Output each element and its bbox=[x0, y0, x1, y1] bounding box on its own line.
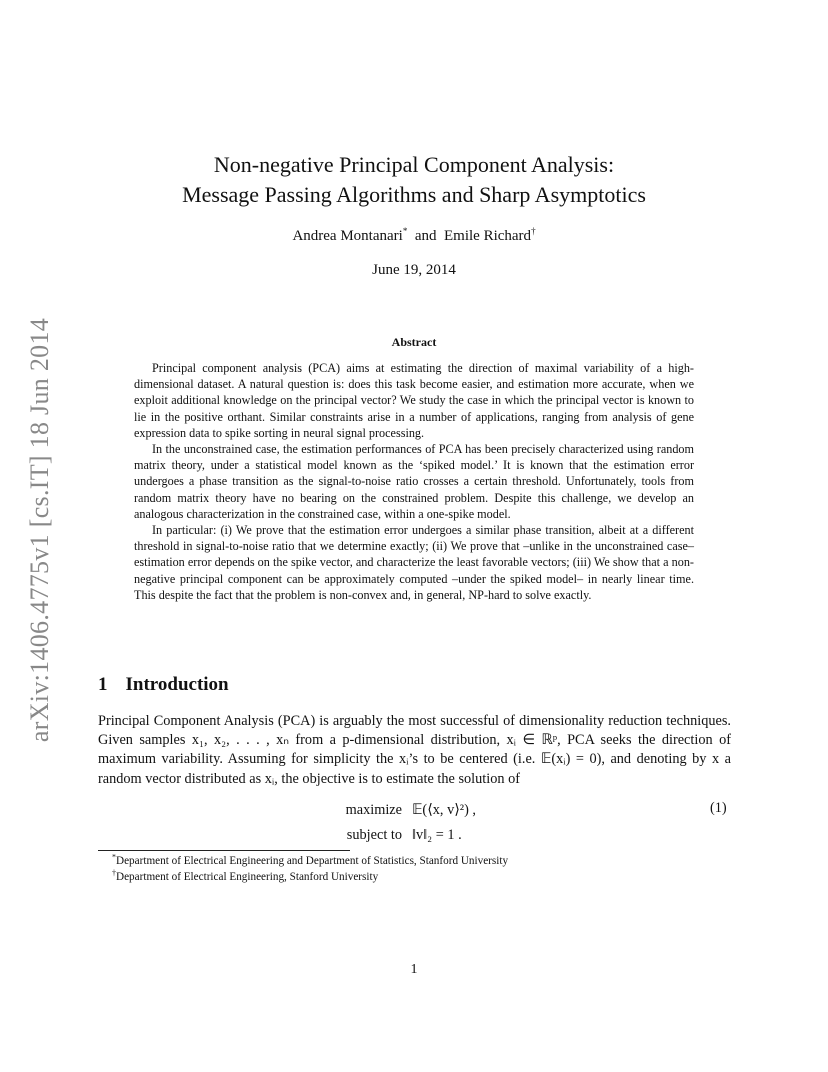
equation-number: (1) bbox=[710, 800, 727, 816]
footnote-rule bbox=[98, 850, 350, 851]
equation-constraint: ‖v‖₂ = 1 . bbox=[412, 827, 462, 843]
author-2-mark: † bbox=[531, 226, 536, 236]
paper-date: June 19, 2014 bbox=[372, 262, 456, 278]
equation-maximize-label: maximize bbox=[345, 802, 402, 818]
abstract-body bbox=[134, 360, 694, 603]
title-line-2: Message Passing Algorithms and Sharp Asymptotics bbox=[182, 182, 646, 207]
abstract-paragraph-3: In particular: (i) We prove that the estimation error undergoes a similar phase transition, albeit at a different threshold in signal-to-noise ratio that we determine exactly; (ii) We prove that –unlike in the unconstrained case– estimation error depends on the spike vector, and characterize the least favorable vectors; (iii) We show that a non-negative principal component can be approximately computed –under the spiked model– in nearly linear time. This despite the fact that the problem is non-convex and, in general, NP-hard to solve exactly. bbox=[134, 523, 694, 602]
author-1-mark: * bbox=[402, 226, 408, 236]
intro-paragraph: Principal Component Analysis (PCA) is arguably the most successful of dimensionality reduction techniques. Given samples x₁, x₂, . . . , xₙ from a p-dimensional distribution, xᵢ ∈ ℝᵖ, PCA seeks the direction of maximum variability. Assuming for simplicity the xᵢ’s to be centered (i.e. 𝔼(xᵢ) = 0), and denoting by x a random vector distributed as xᵢ, the objective is to estimate the solution of bbox=[98, 713, 731, 787]
section-heading bbox=[98, 674, 229, 696]
footnote-2-text: Department of Electrical Engineering, Stanford University bbox=[116, 871, 379, 883]
footnote-1-text: Department of Electrical Engineering and Department of Statistics, Stanford University bbox=[116, 855, 509, 867]
abstract-heading: Abstract bbox=[391, 335, 437, 349]
author-conjunction: and bbox=[414, 228, 437, 244]
author-1: Andrea Montanari bbox=[292, 228, 403, 244]
footnote-1 bbox=[112, 853, 508, 869]
equation-subject-to-label: subject to bbox=[346, 827, 402, 843]
page-number: 1 bbox=[410, 962, 418, 977]
paper-title bbox=[0, 150, 828, 210]
abstract-paragraph-1: Principal component analysis (PCA) aims at estimating the direction of maximal variability of a high-dimensional dataset. A natural question is: does this task become easier, and estimation more accurate, when we exploit additional knowledge on the principal vector? We study the case in which the principal vector is known to lie in the positive orthant. Similar constraints arise in a number of applications, ranging from analysis of gene expression data to spike sorting in neural signal processing. bbox=[134, 361, 694, 440]
title-line-1: Non-negative Principal Component Analysis: bbox=[213, 152, 615, 177]
footnote-1-mark: * bbox=[112, 852, 116, 862]
abstract-paragraph-2: In the unconstrained case, the estimation performances of PCA has been precisely characterized using random matrix theory, under a statistical model known as the ‘spiked model.’ It is known that the estimation error undergoes a phase transition as the signal-to-noise ratio crosses a certain threshold. Unfortunately, tools from random matrix theory have no bearing on the constrained problem. Despite this challenge, we develop an analogous characterization in the constrained case, within a one-spike model. bbox=[134, 442, 694, 521]
footnote-2 bbox=[112, 869, 508, 885]
section-title: Introduction bbox=[125, 674, 229, 695]
equation-row-objective bbox=[330, 798, 476, 823]
footnote-2-mark: † bbox=[112, 868, 116, 878]
equation-row-constraint bbox=[330, 823, 476, 848]
arxiv-sidebar bbox=[20, 300, 60, 760]
arxiv-identifier: arXiv:1406.4775v1 [cs.IT] 18 Jun 2014 bbox=[25, 317, 54, 743]
section-number: 1 bbox=[98, 674, 108, 695]
footnotes bbox=[112, 853, 508, 885]
equation-1 bbox=[330, 798, 476, 848]
author-2: Emile Richard bbox=[444, 228, 532, 244]
intro-body bbox=[98, 712, 731, 789]
equation-objective: 𝔼(⟨x, v⟩²) , bbox=[412, 802, 476, 818]
author-list bbox=[0, 228, 828, 245]
